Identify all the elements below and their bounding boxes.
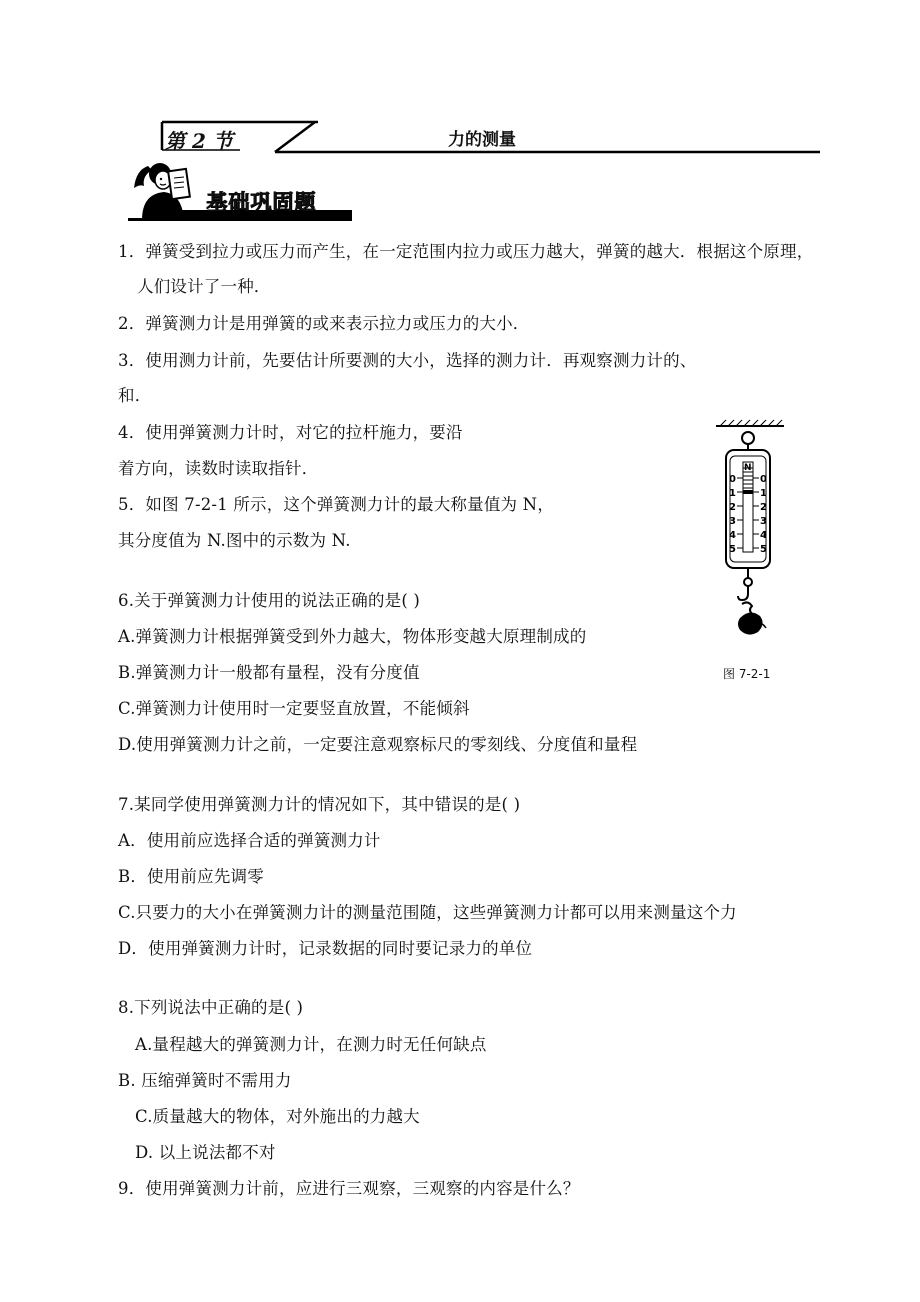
q8-stem: 8.下列说法中正确的是( )	[118, 998, 304, 1017]
q6-stem: 6.关于弹簧测力计使用的说法正确的是( )	[118, 591, 421, 610]
q4-line2: 着方向，读数时读取指针．	[118, 459, 319, 478]
scale-right-3: 3	[760, 516, 767, 527]
scale-right-2: 2	[760, 502, 767, 513]
page-title: 力的测量	[448, 130, 516, 150]
scale-right-4: 4	[760, 530, 767, 541]
scale-right-1: 1	[760, 488, 767, 499]
q5-line1: 5．如图 7-2-1 所示，这个弹簧测力计的最大称量值为 N，	[118, 495, 555, 514]
q1-line1: 1．弹簧受到拉力或压力而产生，在一定范围内拉力或压力越大，弹簧的越大．根据这个原理，	[118, 242, 814, 261]
spring-scale-icon	[712, 418, 788, 648]
q6-option-a: A.弹簧测力计根据弹簧受到外力越大，物体形变越大原理制成的	[118, 627, 587, 646]
section-number: 第 2 节	[165, 129, 233, 153]
q6-option-b: B.弹簧测力计一般都有量程，没有分度值	[118, 663, 420, 682]
q7-option-c: C.只要力的大小在弹簧测力计的测量范围随，这些弹簧测力计都可以用来测量这个力	[118, 903, 737, 922]
q6-option-c: C.弹簧测力计使用时一定要竖直放置，不能倾斜	[118, 699, 470, 718]
scale-left-3: 3	[729, 516, 736, 527]
q7-option-b: B．使用前应先调零	[118, 867, 264, 886]
scale-right-5: 5	[760, 544, 767, 555]
q7-option-a: A．使用前应选择合适的弹簧测力计	[118, 831, 381, 850]
q8-option-d: D. 以上说法都不对	[135, 1143, 276, 1162]
scale-left-0: 0	[729, 474, 736, 485]
scale-left-1: 1	[729, 488, 736, 499]
q6-option-d: D.使用弹簧测力计之前，一定要注意观察标尺的零刻线、分度值和量程	[118, 735, 638, 754]
q3-line2: 和．	[118, 386, 152, 405]
q1-line2: 人们设计了一种．	[137, 277, 271, 296]
scale-right-0: 0	[760, 474, 767, 485]
scale-unit-label: N	[744, 463, 752, 473]
q8-option-a: A.量程越大的弹簧测力计，在测力时无任何缺点	[135, 1035, 487, 1054]
scale-left-5: 5	[729, 544, 736, 555]
q5-line2: 其分度值为 N.图中的示数为 N.	[118, 531, 351, 550]
q3-line1: 3．使用测力计前，先要估计所要测的大小，选择的测力计．再观察测力计的、	[118, 351, 697, 370]
q9: 9．使用弹簧测力计前，应进行三观察，三观察的内容是什么？	[118, 1179, 580, 1198]
scale-left-4: 4	[729, 530, 736, 541]
scale-left-2: 2	[729, 502, 736, 513]
q2: 2．弹簧测力计是用弹簧的或来表示拉力或压力的大小．	[118, 314, 530, 333]
figure-caption: 图 7-2-1	[723, 667, 771, 681]
banner-label: 基础巩固题	[206, 190, 316, 214]
q7-option-d: D．使用弹簧测力计时，记录数据的同时要记录力的单位	[118, 939, 533, 958]
q8-option-c: C.质量越大的物体，对外施出的力越大	[135, 1107, 420, 1126]
q8-option-b: B. 压缩弹簧时不需用力	[118, 1071, 292, 1090]
q7-stem: 7.某同学使用弹簧测力计的情况如下，其中错误的是( )	[118, 795, 521, 814]
q4-line1: 4．使用弹簧测力计时，对它的拉杆施力，要沿	[118, 423, 463, 442]
